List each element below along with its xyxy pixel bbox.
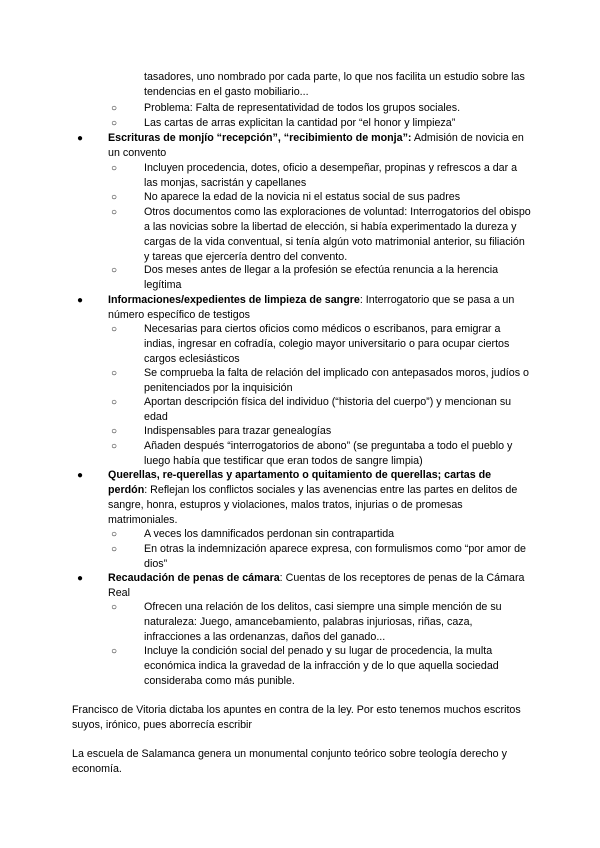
hollow-bullet-icon: ○ — [111, 192, 118, 203]
hollow-bullet-icon: ○ — [111, 529, 118, 540]
list-item: ○ No aparece la edad de la novicia ni el estatus social de sus padres — [111, 191, 461, 203]
list-item: ○ En otras la indemnización aparece expresa, con formulismos como “por amor de dios” — [111, 543, 526, 570]
hollow-bullet-icon: ○ — [111, 207, 118, 218]
hollow-bullet-icon: ○ — [111, 397, 118, 408]
hollow-bullet-icon: ○ — [111, 163, 118, 174]
hollow-bullet-icon: ○ — [111, 441, 118, 452]
section-heading-penas-camara: ● Recaudación de penas de cámara: Cuentas de los receptores de penas de la Cámara Real — [77, 572, 525, 599]
section-heading-querellas: ● Querellas, re-querellas y apartamento o quitamiento de querellas; cartas de perdón: Reflejan los conflictos sociales y las avenencias entre las partes en delitos de sangre, honra, estupros y violaciones, malos tratos, injurias o de promesas matrimoniales. — [77, 469, 518, 526]
paragraph-vitoria: Francisco de Vitoria dictaba los apuntes en contra de la ley. Por esto tenemos muchos escritos suyos, irónico, pues aborrecía escribir — [72, 704, 521, 731]
list-item: ○ A veces los damnificados perdonan sin contrapartida — [111, 528, 395, 540]
list-item: ○ Otros documentos como las exploraciones de voluntad: Interrogatorios del obispo a las novicias sobre la libertad de elección, si había experimentado la dureza y cargas de la vida conventual, si tenía algún voto matrimonial anterior, su filiación y tareas que ejercería dentro del convento. — [111, 206, 531, 263]
section-heading-limpieza: ● Informaciones/expedientes de limpieza de sangre: Interrogatorio que se pasa a un número específico de testigos — [77, 294, 515, 321]
filled-bullet-icon: ● — [77, 133, 84, 144]
hollow-bullet-icon: ○ — [111, 646, 118, 657]
hollow-bullet-icon: ○ — [111, 103, 118, 114]
list-item: ○ Incluye la condición social del penado y su lugar de procedencia, la multa económica indica la gravedad de la infracción y de lo que aquella sociedad consideraba como más punible. — [111, 645, 499, 687]
section-heading-monjio: ● Escrituras de monjío “recepción”, “recibimiento de monja”: Admisión de novicia en un convento — [77, 132, 524, 159]
list-item: ○ Ofrecen una relación de los delitos, casi siempre una simple mención de su naturaleza: Juego, amancebamiento, palabras injuriosas, riñas, caza, infracciones a las ordenanzas, daños del ganado... — [111, 601, 502, 643]
hollow-bullet-icon: ○ — [111, 602, 118, 613]
hollow-bullet-icon: ○ — [111, 426, 118, 437]
list-item: ○ Incluyen procedencia, dotes, oficio a desempeñar, propinas y refrescos a dar a las monjas, sacristán y capellanes — [111, 162, 518, 189]
hollow-bullet-icon: ○ — [111, 544, 118, 555]
list-item: ○ Añaden después “interrogatorios de abono” (se preguntaba a todo el pueblo y luego había que testificar que eran todos de sangre limpia) — [111, 440, 513, 467]
list-item: ○ Se comprueba la falta de relación del implicado con antepasados moros, judíos o penitenciados por la inquisición — [111, 367, 529, 394]
hollow-bullet-icon: ○ — [111, 324, 118, 335]
filled-bullet-icon: ● — [77, 470, 84, 481]
filled-bullet-icon: ● — [77, 573, 84, 584]
list-item: ○ Dos meses antes de llegar a la profesión se efectúa renuncia a la herencia legítima — [111, 264, 499, 291]
paragraph-salamanca: La escuela de Salamanca genera un monumental conjunto teórico sobre teología derecho y economía. — [72, 748, 507, 775]
filled-bullet-icon: ● — [77, 295, 84, 306]
continuation-text: tasadores, uno nombrado por cada parte, lo que nos facilita un estudio sobre las tendencias en el gasto mobiliario... — [144, 71, 525, 98]
hollow-bullet-icon: ○ — [111, 368, 118, 379]
hollow-bullet-icon: ○ — [111, 265, 118, 276]
list-item: ○ Aportan descripción física del individuo (“historia del cuerpo”) y mencionan su edad — [111, 396, 512, 423]
list-item: ○ Necesarias para ciertos oficios como médicos o escribanos, para emigrar a indias, ingresar en cofradía, colegio mayor universitario o para ocupar ciertos cargos eclesiásticos — [111, 323, 510, 365]
list-item: ○ Las cartas de arras explicitan la cantidad por “el honor y limpieza” — [111, 117, 456, 129]
hollow-bullet-icon: ○ — [111, 118, 118, 129]
list-item: ○ Problema: Falta de representatividad de todos los grupos sociales. — [111, 102, 461, 114]
list-item: ○ Indispensables para trazar genealogías — [111, 425, 332, 437]
